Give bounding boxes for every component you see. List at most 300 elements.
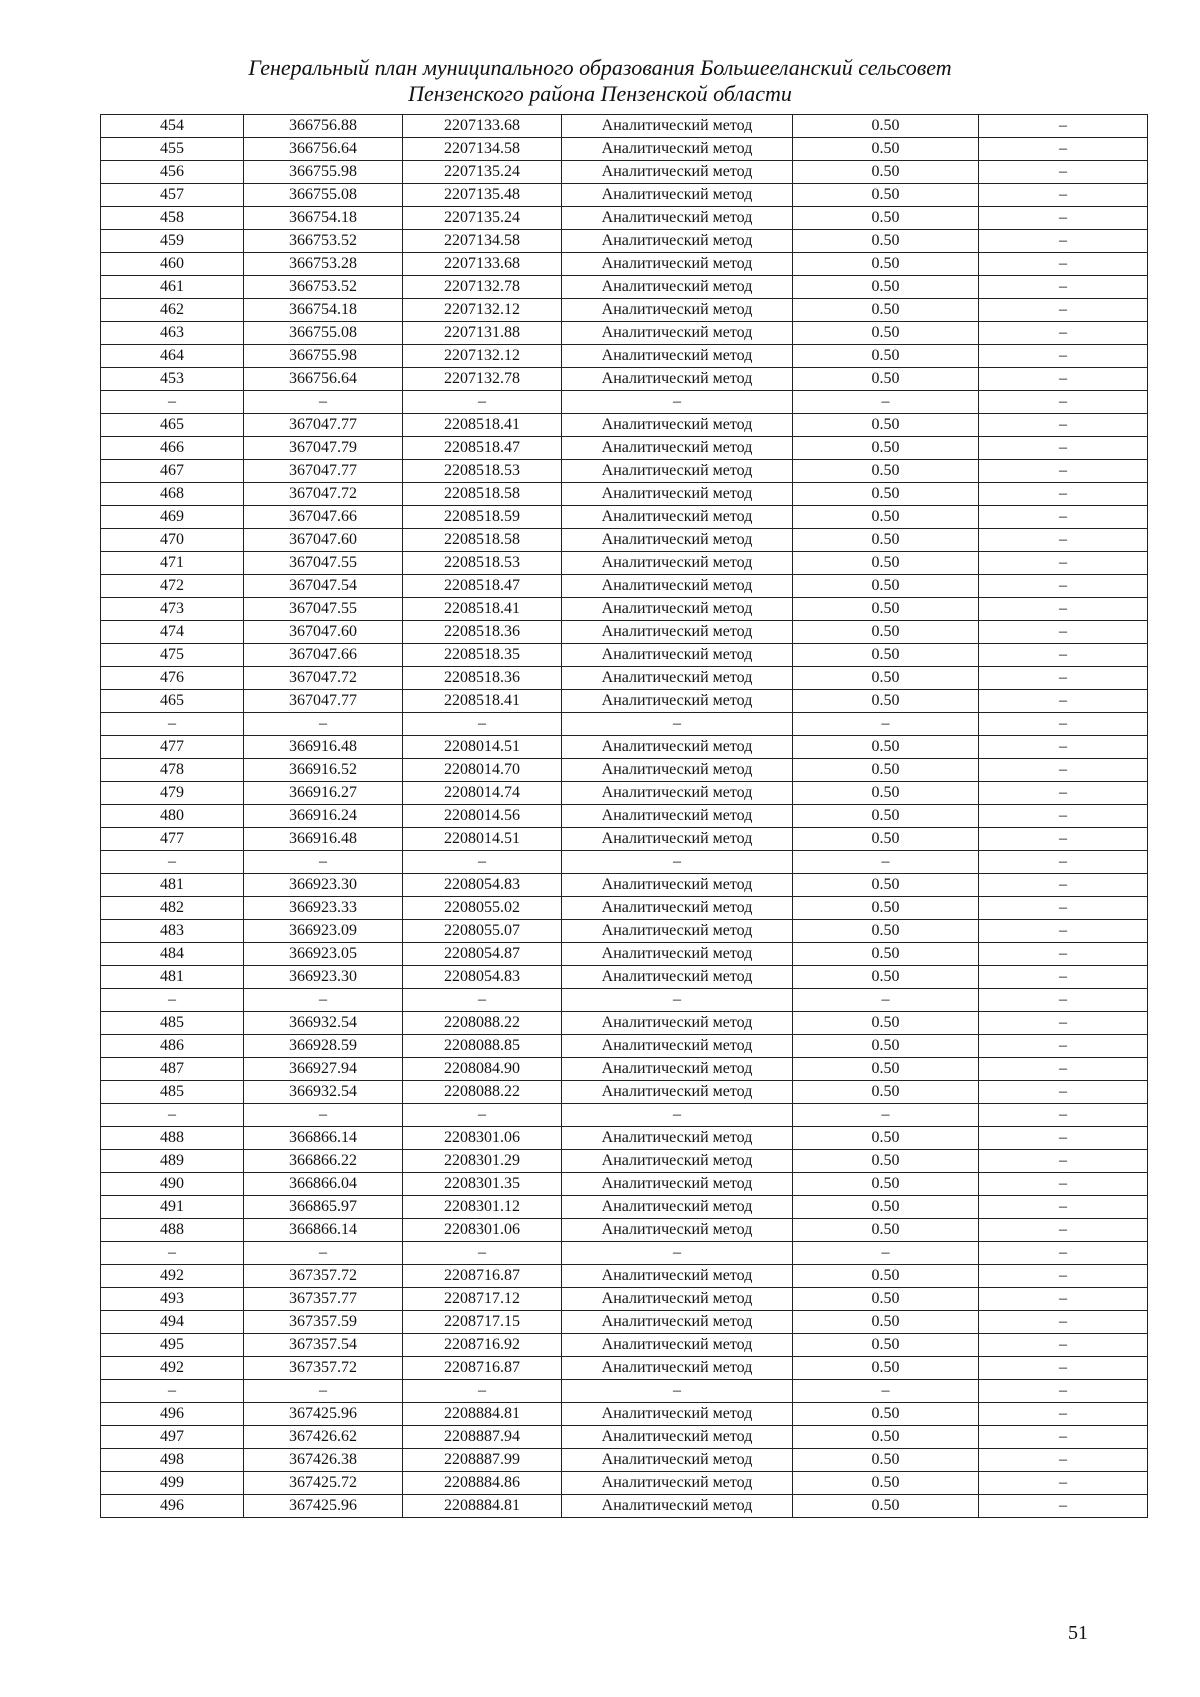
x-coordinate-cell: 367047.77: [244, 460, 403, 483]
x-coordinate-cell: 366754.18: [244, 299, 403, 322]
point-number-cell: –: [101, 1242, 244, 1265]
point-number-cell: 485: [101, 1081, 244, 1104]
note-cell: –: [979, 138, 1148, 161]
accuracy-cell: 0.50: [793, 966, 979, 989]
point-number-cell: –: [101, 713, 244, 736]
y-coordinate-cell: 2208518.59: [403, 506, 562, 529]
accuracy-cell: 0.50: [793, 575, 979, 598]
note-cell: –: [979, 1127, 1148, 1150]
x-coordinate-cell: 366756.64: [244, 368, 403, 391]
point-number-cell: 459: [101, 230, 244, 253]
accuracy-cell: 0.50: [793, 483, 979, 506]
note-cell: –: [979, 1104, 1148, 1127]
note-cell: –: [979, 414, 1148, 437]
method-cell: –: [562, 1242, 793, 1265]
x-coordinate-cell: 366916.52: [244, 759, 403, 782]
point-number-cell: 473: [101, 598, 244, 621]
x-coordinate-cell: –: [244, 1242, 403, 1265]
x-coordinate-cell: 366923.05: [244, 943, 403, 966]
note-cell: –: [979, 805, 1148, 828]
note-cell: –: [979, 713, 1148, 736]
method-cell: –: [562, 851, 793, 874]
y-coordinate-cell: 2208716.87: [403, 1357, 562, 1380]
accuracy-cell: 0.50: [793, 1173, 979, 1196]
note-cell: –: [979, 920, 1148, 943]
point-number-cell: 466: [101, 437, 244, 460]
accuracy-cell: 0.50: [793, 460, 979, 483]
y-coordinate-cell: 2208301.06: [403, 1219, 562, 1242]
x-coordinate-cell: 367425.96: [244, 1495, 403, 1518]
accuracy-cell: 0.50: [793, 690, 979, 713]
accuracy-cell: –: [793, 1242, 979, 1265]
y-coordinate-cell: 2208518.53: [403, 552, 562, 575]
x-coordinate-cell: 366927.94: [244, 1058, 403, 1081]
note-cell: –: [979, 621, 1148, 644]
y-coordinate-cell: 2207133.68: [403, 115, 562, 138]
accuracy-cell: 0.50: [793, 276, 979, 299]
method-cell: Аналитический метод: [562, 299, 793, 322]
document-header: [0, 55, 1200, 107]
method-cell: Аналитический метод: [562, 1173, 793, 1196]
table-row: [101, 1104, 1148, 1127]
note-cell: –: [979, 322, 1148, 345]
y-coordinate-cell: 2207134.58: [403, 138, 562, 161]
table-row: [101, 966, 1148, 989]
point-number-cell: 463: [101, 322, 244, 345]
x-coordinate-cell: –: [244, 851, 403, 874]
point-number-cell: 487: [101, 1058, 244, 1081]
point-number-cell: 479: [101, 782, 244, 805]
point-number-cell: 462: [101, 299, 244, 322]
accuracy-cell: 0.50: [793, 805, 979, 828]
table-row: [101, 253, 1148, 276]
table-row: [101, 552, 1148, 575]
y-coordinate-cell: 2208054.83: [403, 966, 562, 989]
note-cell: –: [979, 1495, 1148, 1518]
note-cell: –: [979, 276, 1148, 299]
table-row: [101, 391, 1148, 414]
x-coordinate-cell: 367357.54: [244, 1334, 403, 1357]
point-number-cell: 461: [101, 276, 244, 299]
point-number-cell: 475: [101, 644, 244, 667]
point-number-cell: 465: [101, 690, 244, 713]
y-coordinate-cell: 2208518.41: [403, 414, 562, 437]
accuracy-cell: 0.50: [793, 736, 979, 759]
note-cell: –: [979, 1472, 1148, 1495]
note-cell: –: [979, 943, 1148, 966]
coordinates-table: [100, 114, 1148, 1518]
table-row: [101, 1311, 1148, 1334]
accuracy-cell: 0.50: [793, 1288, 979, 1311]
x-coordinate-cell: 366916.27: [244, 782, 403, 805]
table-row: [101, 759, 1148, 782]
x-coordinate-cell: 366754.18: [244, 207, 403, 230]
method-cell: Аналитический метод: [562, 345, 793, 368]
point-number-cell: –: [101, 851, 244, 874]
table-row: [101, 1426, 1148, 1449]
note-cell: –: [979, 644, 1148, 667]
method-cell: Аналитический метод: [562, 1196, 793, 1219]
y-coordinate-cell: 2208717.12: [403, 1288, 562, 1311]
y-coordinate-cell: 2208716.92: [403, 1334, 562, 1357]
y-coordinate-cell: 2207135.48: [403, 184, 562, 207]
point-number-cell: 470: [101, 529, 244, 552]
table-row: [101, 207, 1148, 230]
method-cell: Аналитический метод: [562, 529, 793, 552]
point-number-cell: 477: [101, 828, 244, 851]
y-coordinate-cell: 2208716.87: [403, 1265, 562, 1288]
x-coordinate-cell: 366756.64: [244, 138, 403, 161]
x-coordinate-cell: –: [244, 391, 403, 414]
method-cell: –: [562, 989, 793, 1012]
accuracy-cell: 0.50: [793, 322, 979, 345]
accuracy-cell: 0.50: [793, 644, 979, 667]
note-cell: –: [979, 230, 1148, 253]
note-cell: –: [979, 115, 1148, 138]
x-coordinate-cell: 366932.54: [244, 1012, 403, 1035]
y-coordinate-cell: 2207131.88: [403, 322, 562, 345]
table-row: [101, 299, 1148, 322]
accuracy-cell: 0.50: [793, 1426, 979, 1449]
accuracy-cell: 0.50: [793, 1150, 979, 1173]
y-coordinate-cell: 2208518.41: [403, 598, 562, 621]
table-row: [101, 713, 1148, 736]
table-row: [101, 598, 1148, 621]
method-cell: Аналитический метод: [562, 115, 793, 138]
x-coordinate-cell: 366755.98: [244, 345, 403, 368]
method-cell: Аналитический метод: [562, 184, 793, 207]
method-cell: Аналитический метод: [562, 575, 793, 598]
table-row: [101, 943, 1148, 966]
table-row: [101, 184, 1148, 207]
method-cell: Аналитический метод: [562, 460, 793, 483]
x-coordinate-cell: 367426.62: [244, 1426, 403, 1449]
table-row: [101, 414, 1148, 437]
x-coordinate-cell: 366923.30: [244, 966, 403, 989]
method-cell: Аналитический метод: [562, 253, 793, 276]
accuracy-cell: 0.50: [793, 552, 979, 575]
table-row: [101, 644, 1148, 667]
table-row: [101, 138, 1148, 161]
point-number-cell: 493: [101, 1288, 244, 1311]
table-row: [101, 989, 1148, 1012]
note-cell: –: [979, 782, 1148, 805]
note-cell: –: [979, 1081, 1148, 1104]
point-number-cell: 482: [101, 897, 244, 920]
point-number-cell: –: [101, 1104, 244, 1127]
accuracy-cell: 0.50: [793, 828, 979, 851]
point-number-cell: 464: [101, 345, 244, 368]
method-cell: Аналитический метод: [562, 759, 793, 782]
note-cell: –: [979, 575, 1148, 598]
point-number-cell: –: [101, 989, 244, 1012]
point-number-cell: 480: [101, 805, 244, 828]
y-coordinate-cell: 2208055.07: [403, 920, 562, 943]
note-cell: –: [979, 437, 1148, 460]
method-cell: –: [562, 1380, 793, 1403]
accuracy-cell: 0.50: [793, 230, 979, 253]
point-number-cell: 488: [101, 1127, 244, 1150]
accuracy-cell: 0.50: [793, 667, 979, 690]
accuracy-cell: 0.50: [793, 943, 979, 966]
method-cell: Аналитический метод: [562, 1357, 793, 1380]
accuracy-cell: 0.50: [793, 874, 979, 897]
point-number-cell: 478: [101, 759, 244, 782]
x-coordinate-cell: 366923.30: [244, 874, 403, 897]
y-coordinate-cell: 2208301.12: [403, 1196, 562, 1219]
point-number-cell: 476: [101, 667, 244, 690]
table-row: [101, 690, 1148, 713]
accuracy-cell: 0.50: [793, 1035, 979, 1058]
x-coordinate-cell: 366753.52: [244, 276, 403, 299]
y-coordinate-cell: –: [403, 1242, 562, 1265]
accuracy-cell: 0.50: [793, 1058, 979, 1081]
y-coordinate-cell: 2208014.51: [403, 828, 562, 851]
note-cell: –: [979, 1426, 1148, 1449]
y-coordinate-cell: 2208884.86: [403, 1472, 562, 1495]
y-coordinate-cell: 2208887.99: [403, 1449, 562, 1472]
method-cell: Аналитический метод: [562, 1127, 793, 1150]
method-cell: Аналитический метод: [562, 161, 793, 184]
table-row: [101, 1449, 1148, 1472]
table-row: [101, 1219, 1148, 1242]
table-row: [101, 1196, 1148, 1219]
point-number-cell: 490: [101, 1173, 244, 1196]
y-coordinate-cell: –: [403, 851, 562, 874]
method-cell: Аналитический метод: [562, 506, 793, 529]
table-row: [101, 1012, 1148, 1035]
method-cell: Аналитический метод: [562, 690, 793, 713]
x-coordinate-cell: 366928.59: [244, 1035, 403, 1058]
y-coordinate-cell: –: [403, 713, 562, 736]
table-row: [101, 276, 1148, 299]
accuracy-cell: –: [793, 713, 979, 736]
y-coordinate-cell: 2207132.78: [403, 276, 562, 299]
x-coordinate-cell: 366866.14: [244, 1127, 403, 1150]
method-cell: Аналитический метод: [562, 621, 793, 644]
note-cell: –: [979, 1334, 1148, 1357]
x-coordinate-cell: 367047.77: [244, 690, 403, 713]
table-row: [101, 1127, 1148, 1150]
method-cell: Аналитический метод: [562, 1265, 793, 1288]
method-cell: Аналитический метод: [562, 1334, 793, 1357]
x-coordinate-cell: 366866.22: [244, 1150, 403, 1173]
point-number-cell: 496: [101, 1403, 244, 1426]
accuracy-cell: 0.50: [793, 759, 979, 782]
note-cell: –: [979, 1265, 1148, 1288]
table-row: [101, 1403, 1148, 1426]
method-cell: Аналитический метод: [562, 1081, 793, 1104]
accuracy-cell: –: [793, 1104, 979, 1127]
y-coordinate-cell: 2207132.12: [403, 345, 562, 368]
table-row: [101, 575, 1148, 598]
method-cell: Аналитический метод: [562, 644, 793, 667]
note-cell: –: [979, 460, 1148, 483]
method-cell: –: [562, 391, 793, 414]
y-coordinate-cell: –: [403, 1104, 562, 1127]
y-coordinate-cell: 2207132.12: [403, 299, 562, 322]
y-coordinate-cell: 2208014.70: [403, 759, 562, 782]
method-cell: Аналитический метод: [562, 1426, 793, 1449]
point-number-cell: 488: [101, 1219, 244, 1242]
y-coordinate-cell: 2208518.36: [403, 621, 562, 644]
x-coordinate-cell: 366755.08: [244, 184, 403, 207]
x-coordinate-cell: 367357.72: [244, 1265, 403, 1288]
note-cell: –: [979, 1380, 1148, 1403]
point-number-cell: 494: [101, 1311, 244, 1334]
accuracy-cell: 0.50: [793, 1081, 979, 1104]
x-coordinate-cell: 367047.79: [244, 437, 403, 460]
point-number-cell: 496: [101, 1495, 244, 1518]
x-coordinate-cell: 366916.24: [244, 805, 403, 828]
method-cell: Аналитический метод: [562, 1035, 793, 1058]
x-coordinate-cell: 367047.60: [244, 621, 403, 644]
method-cell: Аналитический метод: [562, 207, 793, 230]
y-coordinate-cell: 2208518.58: [403, 483, 562, 506]
y-coordinate-cell: 2208884.81: [403, 1495, 562, 1518]
table-row: [101, 736, 1148, 759]
note-cell: –: [979, 368, 1148, 391]
y-coordinate-cell: 2208301.35: [403, 1173, 562, 1196]
note-cell: –: [979, 207, 1148, 230]
y-coordinate-cell: 2208887.94: [403, 1426, 562, 1449]
y-coordinate-cell: 2208518.41: [403, 690, 562, 713]
table-row: [101, 437, 1148, 460]
accuracy-cell: 0.50: [793, 345, 979, 368]
accuracy-cell: 0.50: [793, 207, 979, 230]
y-coordinate-cell: 2208717.15: [403, 1311, 562, 1334]
method-cell: Аналитический метод: [562, 1219, 793, 1242]
table-row: [101, 506, 1148, 529]
note-cell: –: [979, 1196, 1148, 1219]
note-cell: –: [979, 690, 1148, 713]
y-coordinate-cell: 2208014.74: [403, 782, 562, 805]
x-coordinate-cell: 366866.04: [244, 1173, 403, 1196]
method-cell: Аналитический метод: [562, 368, 793, 391]
x-coordinate-cell: –: [244, 713, 403, 736]
note-cell: –: [979, 529, 1148, 552]
method-cell: Аналитический метод: [562, 1150, 793, 1173]
point-number-cell: 499: [101, 1472, 244, 1495]
note-cell: –: [979, 483, 1148, 506]
table-row: [101, 1334, 1148, 1357]
method-cell: Аналитический метод: [562, 598, 793, 621]
accuracy-cell: 0.50: [793, 621, 979, 644]
note-cell: –: [979, 1150, 1148, 1173]
accuracy-cell: 0.50: [793, 368, 979, 391]
x-coordinate-cell: 366753.52: [244, 230, 403, 253]
x-coordinate-cell: 367047.55: [244, 598, 403, 621]
x-coordinate-cell: 366756.88: [244, 115, 403, 138]
method-cell: Аналитический метод: [562, 1311, 793, 1334]
y-coordinate-cell: 2208518.58: [403, 529, 562, 552]
x-coordinate-cell: 367047.72: [244, 483, 403, 506]
y-coordinate-cell: 2207135.24: [403, 161, 562, 184]
note-cell: –: [979, 345, 1148, 368]
table-row: [101, 782, 1148, 805]
x-coordinate-cell: 366753.28: [244, 253, 403, 276]
accuracy-cell: 0.50: [793, 1403, 979, 1426]
note-cell: –: [979, 1357, 1148, 1380]
method-cell: Аналитический метод: [562, 1495, 793, 1518]
x-coordinate-cell: 366866.14: [244, 1219, 403, 1242]
table-row: [101, 621, 1148, 644]
accuracy-cell: 0.50: [793, 1449, 979, 1472]
x-coordinate-cell: 367047.60: [244, 529, 403, 552]
x-coordinate-cell: 367425.96: [244, 1403, 403, 1426]
table-row: [101, 1058, 1148, 1081]
y-coordinate-cell: 2207132.78: [403, 368, 562, 391]
method-cell: Аналитический метод: [562, 805, 793, 828]
y-coordinate-cell: –: [403, 391, 562, 414]
method-cell: Аналитический метод: [562, 414, 793, 437]
y-coordinate-cell: 2208088.22: [403, 1012, 562, 1035]
x-coordinate-cell: 366755.08: [244, 322, 403, 345]
method-cell: Аналитический метод: [562, 552, 793, 575]
point-number-cell: 481: [101, 966, 244, 989]
x-coordinate-cell: 366755.98: [244, 161, 403, 184]
point-number-cell: 483: [101, 920, 244, 943]
note-cell: –: [979, 253, 1148, 276]
accuracy-cell: 0.50: [793, 1495, 979, 1518]
note-cell: –: [979, 1012, 1148, 1035]
accuracy-cell: 0.50: [793, 138, 979, 161]
header-title-line-1: Генеральный план муниципального образования Большееланский сельсовет: [248, 55, 952, 80]
note-cell: –: [979, 736, 1148, 759]
table-row: [101, 368, 1148, 391]
table-row: [101, 851, 1148, 874]
y-coordinate-cell: –: [403, 989, 562, 1012]
note-cell: –: [979, 828, 1148, 851]
accuracy-cell: 0.50: [793, 1357, 979, 1380]
table-row: [101, 1380, 1148, 1403]
y-coordinate-cell: 2208014.56: [403, 805, 562, 828]
point-number-cell: 456: [101, 161, 244, 184]
accuracy-cell: 0.50: [793, 920, 979, 943]
x-coordinate-cell: 367425.72: [244, 1472, 403, 1495]
method-cell: Аналитический метод: [562, 667, 793, 690]
note-cell: –: [979, 989, 1148, 1012]
note-cell: –: [979, 552, 1148, 575]
table-row: [101, 1242, 1148, 1265]
accuracy-cell: 0.50: [793, 253, 979, 276]
accuracy-cell: 0.50: [793, 299, 979, 322]
accuracy-cell: 0.50: [793, 115, 979, 138]
note-cell: –: [979, 1035, 1148, 1058]
y-coordinate-cell: 2208054.87: [403, 943, 562, 966]
point-number-cell: 492: [101, 1265, 244, 1288]
table-row: [101, 1173, 1148, 1196]
y-coordinate-cell: 2208301.29: [403, 1150, 562, 1173]
note-cell: –: [979, 874, 1148, 897]
table-row: [101, 483, 1148, 506]
y-coordinate-cell: 2208055.02: [403, 897, 562, 920]
method-cell: Аналитический метод: [562, 1058, 793, 1081]
x-coordinate-cell: 367426.38: [244, 1449, 403, 1472]
accuracy-cell: 0.50: [793, 184, 979, 207]
method-cell: Аналитический метод: [562, 1472, 793, 1495]
point-number-cell: 465: [101, 414, 244, 437]
x-coordinate-cell: 367047.54: [244, 575, 403, 598]
accuracy-cell: 0.50: [793, 529, 979, 552]
method-cell: Аналитический метод: [562, 966, 793, 989]
table-row: [101, 1472, 1148, 1495]
point-number-cell: 495: [101, 1334, 244, 1357]
y-coordinate-cell: 2208301.06: [403, 1127, 562, 1150]
note-cell: –: [979, 667, 1148, 690]
table-row: [101, 1035, 1148, 1058]
table-row: [101, 230, 1148, 253]
